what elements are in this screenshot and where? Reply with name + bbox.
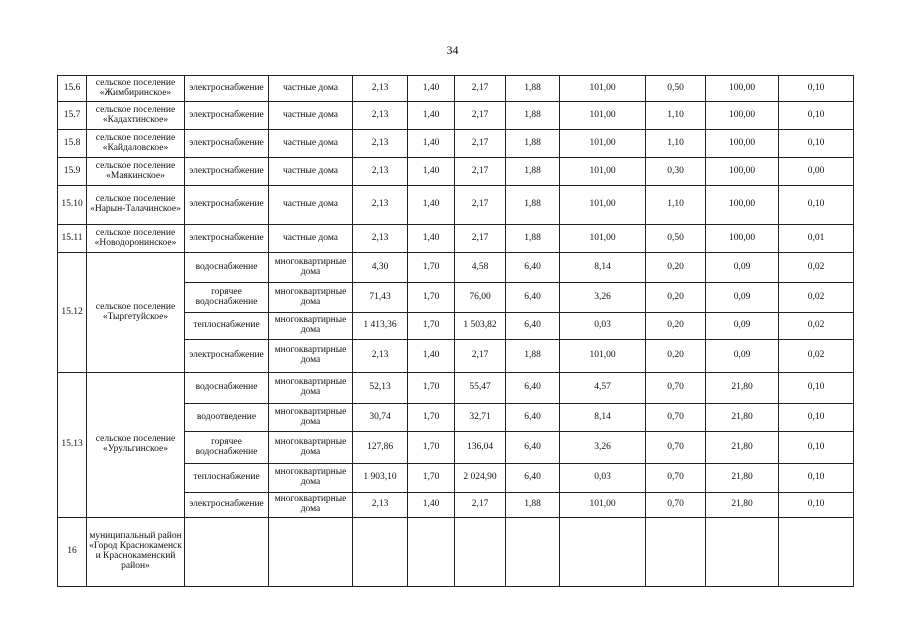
empty-cell xyxy=(779,518,854,587)
value-cell: 100,00 xyxy=(706,158,779,186)
value-cell: 2 024,90 xyxy=(455,464,506,493)
empty-cell xyxy=(455,518,506,587)
value-cell: 1,10 xyxy=(646,186,706,225)
value-cell: 0,09 xyxy=(706,340,779,373)
value-cell: 0,20 xyxy=(646,283,706,313)
value-cell: 0,70 xyxy=(646,373,706,404)
row-number: 15.12 xyxy=(58,253,87,373)
value-cell: 0,01 xyxy=(779,225,854,253)
utility-type: электроснабжение xyxy=(185,493,269,518)
value-cell: 1,70 xyxy=(408,464,455,493)
value-cell: 101,00 xyxy=(560,102,646,130)
settlement-name: сельское поселение «Нарын-Талачинское» xyxy=(87,186,185,225)
value-cell: 1,70 xyxy=(408,283,455,313)
value-cell: 2,13 xyxy=(353,186,408,225)
value-cell: 100,00 xyxy=(706,102,779,130)
value-cell: 2,17 xyxy=(455,102,506,130)
value-cell: 8,14 xyxy=(560,253,646,283)
table-row xyxy=(58,186,854,225)
utility-type: электроснабжение xyxy=(185,340,269,373)
value-cell: 1,88 xyxy=(506,493,560,518)
value-cell: 2,17 xyxy=(455,340,506,373)
row-number: 15.8 xyxy=(58,130,87,158)
value-cell: 30,74 xyxy=(353,404,408,432)
value-cell: 1,10 xyxy=(646,102,706,130)
value-cell: 0,09 xyxy=(706,283,779,313)
value-cell: 2,13 xyxy=(353,225,408,253)
value-cell: 1,40 xyxy=(408,102,455,130)
housing-type: многоквартирные дома xyxy=(269,404,353,432)
settlement-name: сельское поселение «Жимбиринское» xyxy=(87,76,185,102)
utility-type: электроснабжение xyxy=(185,76,269,102)
value-cell: 0,50 xyxy=(646,76,706,102)
value-cell: 101,00 xyxy=(560,130,646,158)
value-cell: 3,26 xyxy=(560,432,646,464)
value-cell: 0,00 xyxy=(779,158,854,186)
table-row xyxy=(58,518,854,587)
page-number: 34 xyxy=(446,43,459,57)
value-cell: 0,20 xyxy=(646,340,706,373)
value-cell: 1,70 xyxy=(408,404,455,432)
value-cell: 0,30 xyxy=(646,158,706,186)
value-cell: 1,40 xyxy=(408,76,455,102)
settlement-name: сельское поселение «Новодоронинское» xyxy=(87,225,185,253)
utility-type: электроснабжение xyxy=(185,158,269,186)
settlement-name: сельское поселение «Урульгинское» xyxy=(87,373,185,518)
value-cell: 2,17 xyxy=(455,158,506,186)
empty-cell xyxy=(560,518,646,587)
value-cell: 6,40 xyxy=(506,404,560,432)
value-cell: 2,17 xyxy=(455,130,506,158)
value-cell: 101,00 xyxy=(560,340,646,373)
value-cell: 0,20 xyxy=(646,253,706,283)
value-cell: 101,00 xyxy=(560,493,646,518)
value-cell: 0,70 xyxy=(646,404,706,432)
value-cell: 1,40 xyxy=(408,225,455,253)
value-cell: 0,09 xyxy=(706,313,779,340)
value-cell: 0,70 xyxy=(646,493,706,518)
settlement-name: муниципальный район «Город Краснокаменск и Краснокаменский район» xyxy=(87,518,185,587)
table-body xyxy=(58,76,854,587)
housing-type: частные дома xyxy=(269,225,353,253)
utility-type: теплоснабжение xyxy=(185,313,269,340)
table-row xyxy=(58,102,854,130)
value-cell: 6,40 xyxy=(506,253,560,283)
value-cell: 21,80 xyxy=(706,464,779,493)
value-cell: 0,10 xyxy=(779,493,854,518)
utility-type: электроснабжение xyxy=(185,102,269,130)
utility-type: водоснабжение xyxy=(185,253,269,283)
value-cell: 0,03 xyxy=(560,464,646,493)
empty-cell xyxy=(353,518,408,587)
table-row xyxy=(58,158,854,186)
value-cell: 136,04 xyxy=(455,432,506,464)
value-cell: 4,57 xyxy=(560,373,646,404)
value-cell: 1,70 xyxy=(408,253,455,283)
value-cell: 0,70 xyxy=(646,464,706,493)
utility-type: горячее водоснабжение xyxy=(185,283,269,313)
value-cell: 1,70 xyxy=(408,313,455,340)
value-cell: 6,40 xyxy=(506,464,560,493)
value-cell: 0,20 xyxy=(646,313,706,340)
empty-cell xyxy=(646,518,706,587)
value-cell: 100,00 xyxy=(706,225,779,253)
value-cell: 1 503,82 xyxy=(455,313,506,340)
row-number: 15.13 xyxy=(58,373,87,518)
value-cell: 1,10 xyxy=(646,130,706,158)
value-cell: 0,10 xyxy=(779,373,854,404)
value-cell: 1,40 xyxy=(408,186,455,225)
housing-type: многоквартирные дома xyxy=(269,313,353,340)
value-cell: 0,02 xyxy=(779,253,854,283)
value-cell: 1,88 xyxy=(506,158,560,186)
value-cell: 0,10 xyxy=(779,464,854,493)
utility-type: водоснабжение xyxy=(185,373,269,404)
empty-cell xyxy=(185,518,269,587)
value-cell: 0,70 xyxy=(646,432,706,464)
value-cell: 0,50 xyxy=(646,225,706,253)
utility-type: электроснабжение xyxy=(185,130,269,158)
empty-cell xyxy=(269,518,353,587)
value-cell: 0,10 xyxy=(779,130,854,158)
value-cell: 52,13 xyxy=(353,373,408,404)
value-cell: 0,10 xyxy=(779,186,854,225)
value-cell: 2,17 xyxy=(455,493,506,518)
value-cell: 76,00 xyxy=(455,283,506,313)
value-cell: 0,02 xyxy=(779,340,854,373)
empty-cell xyxy=(506,518,560,587)
utility-type: электроснабжение xyxy=(185,186,269,225)
housing-type: многоквартирные дома xyxy=(269,464,353,493)
empty-cell xyxy=(706,518,779,587)
row-number: 15.6 xyxy=(58,76,87,102)
value-cell: 101,00 xyxy=(560,158,646,186)
housing-type: многоквартирные дома xyxy=(269,373,353,404)
value-cell: 2,13 xyxy=(353,76,408,102)
value-cell: 0,02 xyxy=(779,283,854,313)
row-number: 15.7 xyxy=(58,102,87,130)
housing-type: частные дома xyxy=(269,130,353,158)
value-cell: 101,00 xyxy=(560,225,646,253)
value-cell: 2,13 xyxy=(353,102,408,130)
value-cell: 71,43 xyxy=(353,283,408,313)
settlement-name: сельское поселение «Маякинское» xyxy=(87,158,185,186)
value-cell: 0,10 xyxy=(779,404,854,432)
value-cell: 55,47 xyxy=(455,373,506,404)
value-cell: 6,40 xyxy=(506,283,560,313)
value-cell: 1,88 xyxy=(506,102,560,130)
housing-type: многоквартирные дома xyxy=(269,283,353,313)
value-cell: 2,13 xyxy=(353,340,408,373)
value-cell: 2,13 xyxy=(353,158,408,186)
value-cell: 0,10 xyxy=(779,102,854,130)
housing-type: многоквартирные дома xyxy=(269,493,353,518)
value-cell: 1,88 xyxy=(506,76,560,102)
value-cell: 2,17 xyxy=(455,225,506,253)
settlement-name: сельское поселение «Тыргетуйское» xyxy=(87,253,185,373)
value-cell: 1 903,10 xyxy=(353,464,408,493)
value-cell: 1,40 xyxy=(408,493,455,518)
value-cell: 1,88 xyxy=(506,225,560,253)
housing-type: частные дома xyxy=(269,76,353,102)
value-cell: 127,86 xyxy=(353,432,408,464)
value-cell: 0,03 xyxy=(560,313,646,340)
value-cell: 1,40 xyxy=(408,130,455,158)
value-cell: 3,26 xyxy=(560,283,646,313)
value-cell: 2,13 xyxy=(353,130,408,158)
value-cell: 100,00 xyxy=(706,76,779,102)
value-cell: 1,40 xyxy=(408,340,455,373)
value-cell: 1,88 xyxy=(506,130,560,158)
value-cell: 6,40 xyxy=(506,432,560,464)
table-row xyxy=(58,130,854,158)
value-cell: 1,88 xyxy=(506,340,560,373)
utility-type: электроснабжение xyxy=(185,225,269,253)
value-cell: 1,70 xyxy=(408,432,455,464)
value-cell: 2,17 xyxy=(455,76,506,102)
housing-type: многоквартирные дома xyxy=(269,340,353,373)
housing-type: частные дома xyxy=(269,186,353,225)
value-cell: 0,09 xyxy=(706,253,779,283)
value-cell: 21,80 xyxy=(706,404,779,432)
settlement-name: сельское поселение «Кайдаловское» xyxy=(87,130,185,158)
value-cell: 100,00 xyxy=(706,130,779,158)
row-number: 15.9 xyxy=(58,158,87,186)
value-cell: 0,10 xyxy=(779,76,854,102)
value-cell: 1,88 xyxy=(506,186,560,225)
row-number: 15.10 xyxy=(58,186,87,225)
value-cell: 1 413,36 xyxy=(353,313,408,340)
utility-type: теплоснабжение xyxy=(185,464,269,493)
value-cell: 4,58 xyxy=(455,253,506,283)
value-cell: 2,17 xyxy=(455,186,506,225)
table-row xyxy=(58,225,854,253)
value-cell: 0,10 xyxy=(779,432,854,464)
value-cell: 0,02 xyxy=(779,313,854,340)
housing-type: частные дома xyxy=(269,158,353,186)
value-cell: 8,14 xyxy=(560,404,646,432)
utility-type: горячее водоснабжение xyxy=(185,432,269,464)
value-cell: 6,40 xyxy=(506,373,560,404)
settlement-name: сельское поселение «Кадахтинское» xyxy=(87,102,185,130)
table-row xyxy=(58,373,854,404)
value-cell: 21,80 xyxy=(706,432,779,464)
value-cell: 32,71 xyxy=(455,404,506,432)
empty-cell xyxy=(408,518,455,587)
value-cell: 101,00 xyxy=(560,186,646,225)
value-cell: 101,00 xyxy=(560,76,646,102)
value-cell: 100,00 xyxy=(706,186,779,225)
utility-type: водоотведение xyxy=(185,404,269,432)
housing-type: многоквартирные дома xyxy=(269,432,353,464)
value-cell: 1,40 xyxy=(408,158,455,186)
value-cell: 1,70 xyxy=(408,373,455,404)
value-cell: 6,40 xyxy=(506,313,560,340)
housing-type: многоквартирные дома xyxy=(269,253,353,283)
value-cell: 21,80 xyxy=(706,493,779,518)
housing-type: частные дома xyxy=(269,102,353,130)
value-cell: 4,30 xyxy=(353,253,408,283)
tariff-table xyxy=(57,75,854,587)
row-number: 16 xyxy=(58,518,87,587)
value-cell: 2,13 xyxy=(353,493,408,518)
value-cell: 21,80 xyxy=(706,373,779,404)
table-row xyxy=(58,76,854,102)
table-row xyxy=(58,253,854,283)
row-number: 15.11 xyxy=(58,225,87,253)
